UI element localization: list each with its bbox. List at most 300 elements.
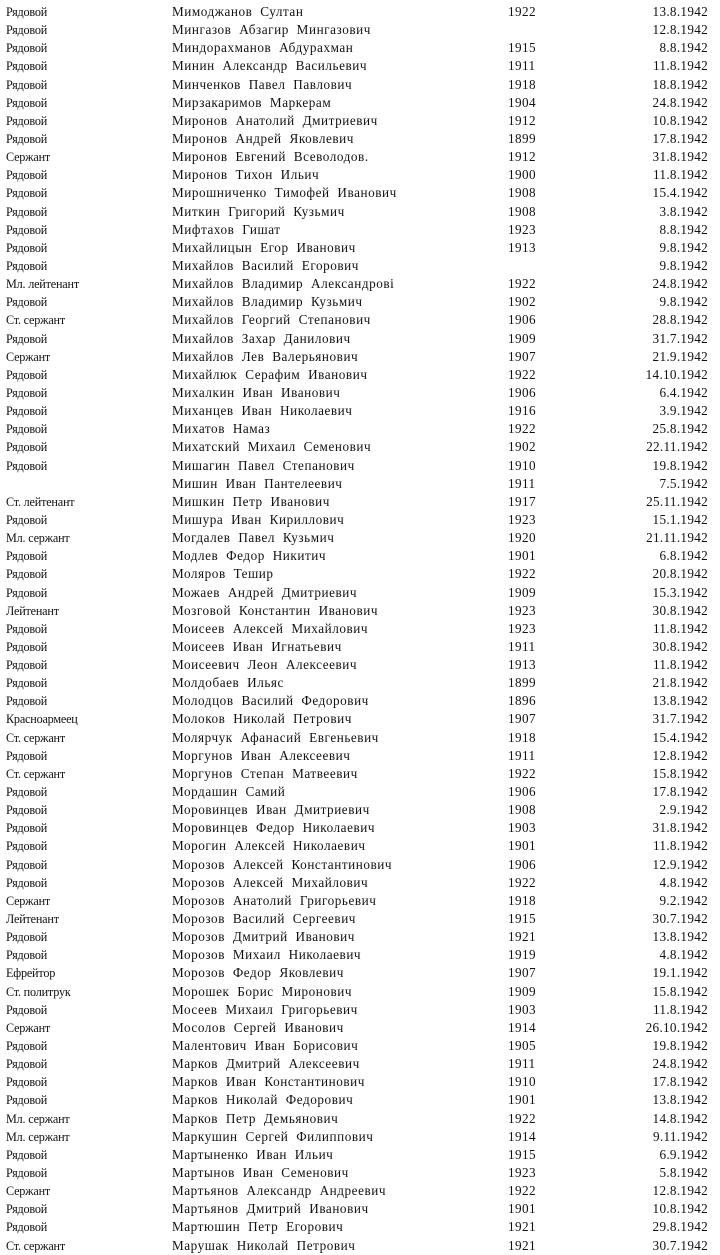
name-cell: Морозов Федор Яковлевич [172,965,344,981]
name-cell: Миронов Андрей Яковлевич [172,130,354,146]
date-of-death-cell: 6.9.1942 [659,1146,708,1162]
name-cell: Михайлов Захар Данилович [172,330,351,346]
birth-year-cell: 1918 [508,729,536,745]
name-cell: Могдалев Павел Кузьмич [172,530,335,546]
birth-year-cell: 1911 [508,638,536,654]
birth-year-cell: 1911 [508,58,536,74]
birth-year-cell: 1923 [508,221,536,237]
table-row [0,729,720,747]
name-cell: Мимоджанов Султан [172,4,304,19]
birth-year-cell: 1904 [508,94,536,110]
date-of-death-cell: 12.8.1942 [652,1183,708,1199]
birth-year-cell: 1923 [508,620,536,636]
table-row [0,964,720,982]
birth-year-cell: 1922 [508,4,536,19]
table-row [0,874,720,892]
table-row [0,1237,720,1255]
name-cell: Мордашин Самий [172,784,286,800]
table-row [0,910,720,928]
birth-year-cell: 1902 [508,294,536,310]
birth-year-cell: 1899 [508,675,536,691]
table-row [0,348,720,366]
table-row [0,1055,720,1073]
birth-year-cell: 1903 [508,1001,536,1017]
table-row [0,511,720,529]
rank-cell: Рядовой [6,930,48,945]
table-row [0,837,720,855]
date-of-death-cell: 18.8.1942 [652,76,708,92]
date-of-death-cell: 30.7.1942 [652,1237,708,1253]
table-row [0,438,720,456]
rank-cell: Рядовой [6,639,48,654]
name-cell: Модлев Федор Никитич [172,548,327,564]
table-row [0,946,720,964]
table-row [0,366,720,384]
table-row [0,1128,720,1146]
rank-cell: Сержант [6,150,51,165]
date-of-death-cell: 7.5.1942 [659,475,708,491]
birth-year-cell: 1915 [508,40,536,56]
rank-cell: Рядовой [6,1166,48,1180]
birth-year-cell: 1911 [508,747,536,763]
rank-cell: Ст. сержант [6,766,66,781]
rank-cell: Ст. сержант [6,730,66,745]
table-row [0,184,720,202]
date-of-death-cell: 11.8.1942 [653,1001,708,1017]
date-of-death-cell: 14.8.1942 [652,1110,708,1126]
rank-cell: Сержант [6,349,51,364]
date-of-death-cell: 11.8.1942 [653,620,708,636]
name-cell: Морогин Алексей Николаевич [172,838,366,854]
name-cell: Мосолов Сергей Иванович [172,1019,344,1035]
birth-year-cell: 1899 [508,130,536,146]
date-of-death-cell: 28.8.1942 [652,312,708,328]
rank-cell: Рядовой [6,331,48,346]
rank-cell: Рядовой [6,875,48,890]
table-row [0,1182,720,1200]
rank-cell: Рядовой [6,204,48,219]
birth-year-cell: 1901 [508,1201,536,1217]
date-of-death-cell: 8.8.1942 [659,221,708,237]
table-row [0,602,720,620]
name-cell: Моисеевич Леон Алексеевич [172,657,358,673]
birth-year-cell: 1908 [508,802,536,818]
name-cell: Мартьянов Дмитрий Иванович [172,1201,369,1217]
name-cell: Мишагин Павел Степанович [172,457,355,473]
date-of-death-cell: 19.8.1942 [652,457,708,473]
date-of-death-cell: 11.8.1942 [653,167,708,183]
rank-cell: Рядовой [6,258,48,273]
birth-year-cell: 1909 [508,584,536,600]
table-row [0,94,720,112]
date-of-death-cell: 4.8.1942 [659,874,708,890]
table-row [0,166,720,184]
rank-cell: Рядовой [6,821,48,836]
date-of-death-cell: 3.8.1942 [659,203,708,219]
name-cell: Миронов Тихон Ильич [172,167,320,183]
table-row [0,1218,720,1236]
rank-cell: Рядовой [6,458,48,473]
date-of-death-cell: 24.8.1942 [652,1056,708,1072]
name-cell: Михалкин Иван Иванович [172,384,341,400]
birth-year-cell: 1919 [508,947,536,963]
table-row [0,239,720,257]
birth-year-cell: 1915 [508,911,536,927]
date-of-death-cell: 11.8.1942 [653,838,708,854]
rank-cell: Ст. политрук [6,984,71,999]
date-of-death-cell: 12.8.1942 [652,747,708,763]
date-of-death-cell: 12.8.1942 [652,22,708,38]
name-cell: Мартыненко Иван Ильич [172,1146,334,1162]
birth-year-cell: 1900 [508,167,536,183]
table-row [0,420,720,438]
date-of-death-cell: 15.4.1942 [652,729,708,745]
date-of-death-cell: 29.8.1942 [652,1219,708,1235]
birth-year-cell: 1914 [508,1019,536,1035]
name-cell: Марушак Николай Петрович [172,1237,356,1253]
date-of-death-cell: 15.8.1942 [652,983,708,999]
rank-cell: Рядовой [6,839,48,854]
table-row [0,584,720,602]
birth-year-cell: 1906 [508,784,536,800]
rank-cell: Ст. сержант [6,1238,66,1253]
date-of-death-cell: 8.8.1942 [659,40,708,56]
table-row [0,293,720,311]
birth-year-cell: 1922 [508,1183,536,1199]
date-of-death-cell: 30.8.1942 [652,602,708,618]
name-cell: Моровинцев Федор Николаевич [172,820,376,836]
rank-cell: Рядовой [6,1039,48,1054]
birth-year-cell: 1922 [508,874,536,890]
table-row [0,1200,720,1218]
rank-cell: Рядовой [6,1002,48,1017]
birth-year-cell: 1918 [508,892,536,908]
table-row [0,1091,720,1109]
birth-year-cell: 1907 [508,711,536,727]
name-cell: Моргунов Степан Матвеевич [172,765,358,781]
table-row [0,565,720,583]
table-row [0,801,720,819]
date-of-death-cell: 22.11.1942 [646,439,708,455]
name-cell: Морозов Михаил Николаевич [172,947,362,963]
date-of-death-cell: 17.8.1942 [652,784,708,800]
name-cell: Мартюшин Петр Егорович [172,1219,344,1235]
rank-cell: Рядовой [6,512,48,527]
rank-cell: Ст. лейтенант [6,494,75,509]
name-cell: Минченков Павел Павлович [172,76,353,92]
rank-cell: Рядовой [6,1202,48,1217]
table-row [0,856,720,874]
name-cell: Миханцев Иван Николаевич [172,403,353,419]
name-cell: Морозов Анатолий Григорьевич [172,892,377,908]
birth-year-cell: 1907 [508,348,536,364]
name-cell: Моргунов Иван Алексеевич [172,747,351,763]
name-cell: Мартынов Иван Семенович [172,1165,349,1180]
date-of-death-cell: 14.10.1942 [645,366,708,382]
name-cell: Миронов Евгений Всеволодов. [172,149,369,165]
date-of-death-cell: 12.9.1942 [652,856,708,872]
name-cell: Мифтахов Гишат [172,221,281,237]
rank-cell: Рядовой [6,23,48,38]
date-of-death-cell: 21.9.1942 [652,348,708,364]
date-of-death-cell: 9.8.1942 [659,239,708,255]
name-cell: Михайлов Лев Валерьянович [172,348,359,364]
birth-year-cell: 1914 [508,1128,536,1144]
rank-cell: Рядовой [6,367,48,382]
name-cell: Молоков Николай Петрович [172,711,352,727]
date-of-death-cell: 13.8.1942 [652,4,708,19]
table-row [0,3,720,21]
table-row [0,130,720,148]
table-row [0,928,720,946]
date-of-death-cell: 20.8.1942 [652,566,708,582]
table-row [0,493,720,511]
name-cell: Морозов Алексей Михайлович [172,874,369,890]
rank-cell: Рядовой [6,422,48,437]
date-of-death-cell: 6.4.1942 [659,384,708,400]
date-of-death-cell: 15.1.1942 [652,511,708,527]
date-of-death-cell: 21.8.1942 [652,675,708,691]
name-cell: Мингазов Абзагир Мингазович [172,22,371,38]
name-cell: Морозов Василий Сергеевич [172,911,356,927]
birth-year-cell: 1917 [508,493,536,509]
table-row [0,892,720,910]
rank-cell: Рядовой [6,113,48,128]
rank-cell: Рядовой [6,295,48,310]
table-row [0,1037,720,1055]
birth-year-cell: 1902 [508,439,536,455]
birth-year-cell: 1923 [508,602,536,618]
birth-year-cell: 1913 [508,657,536,673]
name-cell: Мосеев Михаил Григорьевич [172,1001,358,1017]
birth-year-cell: 1905 [508,1038,536,1054]
table-row [0,112,720,130]
birth-year-cell: 1922 [508,366,536,382]
rank-cell: Рядовой [6,404,48,419]
date-of-death-cell: 19.8.1942 [652,1038,708,1054]
rank-cell: Рядовой [6,748,48,763]
rank-cell: Рядовой [6,240,48,255]
date-of-death-cell: 25.11.1942 [646,493,708,509]
rank-cell: Рядовой [6,621,48,636]
table-row [0,783,720,801]
date-of-death-cell: 11.8.1942 [653,58,708,74]
name-cell: Михайлюк Серафим Иванович [172,366,368,382]
table-row [0,311,720,329]
rank-cell: Рядовой [6,1093,48,1108]
rank-cell: Рядовой [6,59,48,74]
rank-cell: Рядовой [6,186,48,201]
rank-cell: Мл. сержант [6,1111,70,1126]
table-row [0,1073,720,1091]
birth-year-cell: 1913 [508,239,536,255]
date-of-death-cell: 24.8.1942 [652,276,708,292]
rank-cell: Рядовой [6,5,48,19]
table-row [0,692,720,710]
table-row [0,384,720,402]
date-of-death-cell: 5.8.1942 [659,1165,708,1180]
birth-year-cell: 1896 [508,693,536,709]
date-of-death-cell: 10.8.1942 [652,1201,708,1217]
date-of-death-cell: 30.7.1942 [652,911,708,927]
birth-year-cell: 1922 [508,566,536,582]
rank-cell: Сержант [6,893,51,908]
birth-year-cell: 1907 [508,965,536,981]
rank-cell: Рядовой [6,857,48,872]
name-cell: Моисеев Алексей Михайлович [172,620,369,636]
table-row [0,983,720,1001]
birth-year-cell: 1901 [508,548,536,564]
name-cell: Можаев Андрей Дмитриевич [172,584,358,600]
birth-year-cell: 1920 [508,530,536,546]
name-cell: Моисеев Иван Игнатьевич [172,638,342,654]
name-cell: Михайлицын Егор Иванович [172,239,356,255]
rank-cell: Рядовой [6,567,48,582]
rank-cell: Рядовой [6,77,48,92]
name-cell: Маркушин Сергей Филиппович [172,1128,374,1144]
table-row [0,57,720,75]
name-cell: Михайлов Владимир Александрові [172,276,395,292]
name-cell: Михайлов Владимир Кузьмич [172,294,363,310]
birth-year-cell: 1906 [508,856,536,872]
date-of-death-cell: 19.1.1942 [652,965,708,981]
table-row [0,275,720,293]
rank-cell: Мл. сержант [6,1129,70,1144]
name-cell: Морозов Дмитрий Иванович [172,929,355,945]
name-cell: Марков Николай Федорович [172,1092,354,1108]
date-of-death-cell: 31.7.1942 [652,711,708,727]
date-of-death-cell: 6.8.1942 [659,548,708,564]
birth-year-cell: 1901 [508,1092,536,1108]
birth-year-cell: 1911 [508,475,536,491]
rank-cell: Рядовой [6,676,48,691]
name-cell: Моляров Тешир [172,566,274,582]
date-of-death-cell: 31.8.1942 [652,149,708,165]
birth-year-cell: 1910 [508,1074,536,1090]
table-row [0,620,720,638]
rank-cell: Рядовой [6,549,48,564]
birth-year-cell: 1922 [508,276,536,292]
table-row [0,1001,720,1019]
name-cell: Марков Иван Константинович [172,1074,365,1090]
table-row [0,674,720,692]
date-of-death-cell: 9.11.1942 [653,1128,708,1144]
name-cell: Марков Дмитрий Алексеевич [172,1056,360,1072]
birth-year-cell: 1922 [508,765,536,781]
birth-year-cell: 1901 [508,838,536,854]
name-cell: Михатов Намаз [172,421,271,437]
rank-cell: Рядовой [6,440,48,455]
date-of-death-cell: 13.8.1942 [652,1092,708,1108]
birth-year-cell: 1923 [508,1165,536,1180]
birth-year-cell: 1906 [508,312,536,328]
birth-year-cell: 1922 [508,1110,536,1126]
name-cell: Молдобаев Ильяс [172,675,284,691]
rank-cell: Мл. лейтенант [6,277,79,292]
rank-cell: Сержант [6,1020,51,1035]
table-row [0,1164,720,1182]
rank-cell: Рядовой [6,1220,48,1235]
table-row [0,819,720,837]
name-cell: Мирошниченко Тимофей Иванович [172,185,397,201]
name-cell: Минин Александр Васильевич [172,58,368,74]
date-of-death-cell: 3.9.1942 [659,403,708,419]
name-cell: Михайлов Василий Егорович [172,257,359,273]
casualty-roster [0,3,720,1255]
rank-cell: Рядовой [6,1075,48,1090]
date-of-death-cell: 17.8.1942 [652,1074,708,1090]
rank-cell: Рядовой [6,95,48,110]
table-row [0,747,720,765]
name-cell: Мирзакаримов Маркерам [172,94,332,110]
rank-cell: Рядовой [6,222,48,237]
birth-year-cell: 1921 [508,1219,536,1235]
name-cell: Михатский Михаил Семенович [172,439,372,455]
rank-cell: Красноармеец [6,712,78,727]
rank-cell: Сержант [6,1184,51,1199]
table-row [0,710,720,728]
date-of-death-cell: 15.4.1942 [652,185,708,201]
birth-year-cell: 1909 [508,330,536,346]
rank-cell: Рядовой [6,785,48,800]
date-of-death-cell: 13.8.1942 [652,693,708,709]
birth-year-cell: 1915 [508,1146,536,1162]
rank-cell: Рядовой [6,1147,48,1162]
rank-cell: Рядовой [6,948,48,963]
birth-year-cell: 1918 [508,76,536,92]
table-row [0,638,720,656]
birth-year-cell: 1909 [508,983,536,999]
table-row [0,547,720,565]
name-cell: Мартьянов Александр Андреевич [172,1183,387,1199]
birth-year-cell: 1912 [508,149,536,165]
birth-year-cell: 1912 [508,112,536,128]
table-row [0,257,720,275]
date-of-death-cell: 24.8.1942 [652,94,708,110]
date-of-death-cell: 31.7.1942 [652,330,708,346]
table-row [0,221,720,239]
name-cell: Малентович Иван Борисович [172,1038,359,1054]
table-row [0,1019,720,1037]
birth-year-cell: 1906 [508,384,536,400]
birth-year-cell: 1908 [508,185,536,201]
name-cell: Миткин Григорий Кузьмич [172,203,345,219]
name-cell: Молярчук Афанасий Евгеньевич [172,729,379,745]
date-of-death-cell: 9.8.1942 [659,294,708,310]
date-of-death-cell: 17.8.1942 [652,130,708,146]
date-of-death-cell: 9.2.1942 [659,892,708,908]
name-cell: Михайлов Георгий Степанович [172,312,371,328]
rank-cell: Ст. сержант [6,313,66,328]
date-of-death-cell: 13.8.1942 [652,929,708,945]
table-row [0,765,720,783]
date-of-death-cell: 21.11.1942 [646,530,708,546]
date-of-death-cell: 10.8.1942 [652,112,708,128]
name-cell: Моровинцев Иван Дмитриевич [172,802,370,818]
name-cell: Молодцов Василий Федорович [172,693,369,709]
table-row [0,1110,720,1128]
table-row [0,457,720,475]
name-cell: Миронов Анатолий Дмитриевич [172,112,378,128]
date-of-death-cell: 31.8.1942 [652,820,708,836]
birth-year-cell: 1911 [508,1056,536,1072]
date-of-death-cell: 26.10.1942 [645,1019,708,1035]
date-of-death-cell: 30.8.1942 [652,638,708,654]
rank-cell: Лейтенант [6,603,59,618]
table-row [0,1146,720,1164]
rank-cell: Рядовой [6,694,48,709]
name-cell: Марков Петр Демьянович [172,1110,339,1126]
